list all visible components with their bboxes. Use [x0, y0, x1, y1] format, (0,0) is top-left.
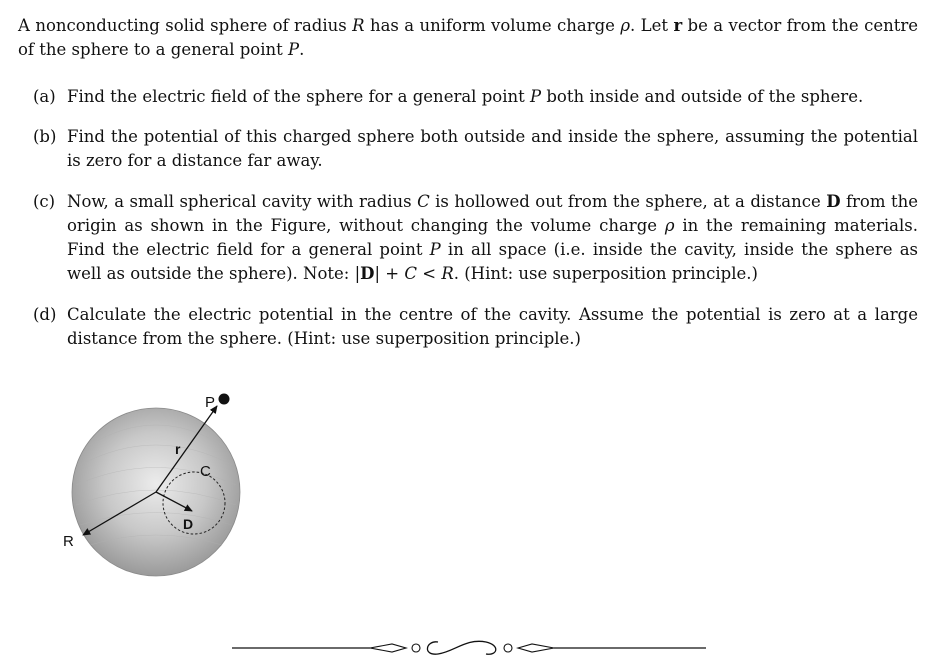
intro-text: has a uniform volume charge — [364, 16, 621, 35]
point-P-marker — [219, 394, 230, 405]
symbol-rho: ρ — [664, 216, 675, 235]
symbol-R: R — [441, 264, 454, 283]
part-label: (b) — [33, 127, 57, 146]
intro-text: A nonconducting solid sphere of radius — [18, 16, 353, 35]
problem-statement — [18, 14, 918, 62]
symbol-rho: ρ — [620, 16, 631, 35]
question-part-b — [33, 125, 918, 173]
part-label: (a) — [33, 87, 56, 106]
symbol-P: P — [429, 240, 441, 259]
part-text: Find the electric field of the sphere for a general point P both inside and outside of the sphere. — [67, 87, 864, 106]
symbol-P: P — [529, 87, 542, 106]
sphere-figure — [50, 385, 260, 585]
symbol-D-vector: D — [826, 192, 841, 211]
question-part-a — [33, 85, 918, 109]
symbol-C: C — [404, 264, 417, 283]
sphere-diagram — [50, 385, 260, 585]
part-text: Now, a small spherical cavity with radius C is hollowed out from the sphere, at a distance D from the origin as shown in the Figure, without changing the volume charge ρ in the remaining materials. Find the electric field for a general point P in all space (i.e. inside the cavity, inside the sphere as well as outside the sphere). Note: |D| + C < R. (Hint: use superposition principle.) — [67, 192, 918, 283]
label-R: R — [63, 533, 74, 550]
part-label: (d) — [33, 305, 57, 324]
label-C: C — [200, 463, 211, 480]
question-part-c — [33, 190, 918, 286]
symbol-C: C — [417, 192, 430, 211]
question-part-d — [33, 303, 918, 351]
symbol-R: R — [352, 16, 365, 35]
part-label: (c) — [33, 192, 56, 211]
symbol-D-vector: D — [360, 264, 375, 283]
ornamental-divider — [230, 636, 710, 658]
intro-text: be a vector from the centre of the sphere to a general point — [18, 16, 918, 59]
intro-text: . — [299, 40, 305, 59]
part-text: Find the potential of this charged sphere both outside and inside the sphere, assuming the potential is zero for a distance far away. — [67, 127, 918, 170]
symbol-r-vector: r — [673, 16, 683, 35]
intro-text: . Let — [630, 16, 674, 35]
part-text: Calculate the electric potential in the centre of the cavity. Assume the potential is zero at a large distance from the sphere. (Hint: use superposition principle.) — [67, 305, 918, 348]
label-D: D — [183, 516, 194, 532]
label-P: P — [205, 394, 216, 411]
symbol-P: P — [288, 40, 300, 59]
label-r: r — [175, 441, 181, 457]
end-ornament — [230, 636, 710, 658]
